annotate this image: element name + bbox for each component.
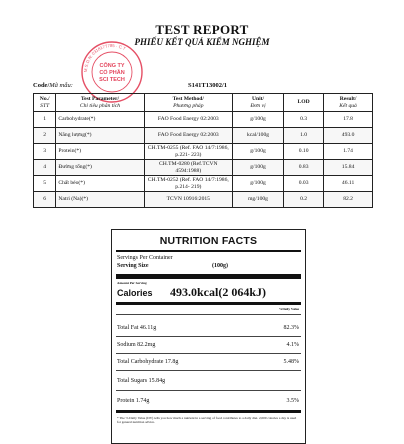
cell-parameter: Đường tổng(*) — [56, 160, 144, 176]
nutrient-protein: Protein 1.74g — [117, 398, 150, 404]
sample-code-label: Code/Mã mẫu: — [33, 82, 73, 89]
cell-method: FAO Food Energy 02:2003 — [144, 128, 232, 144]
cell-method: CH.TM-0255 (Ref. FAO 14/7:1986, p.221- 223) — [144, 144, 232, 160]
divider — [116, 274, 301, 279]
cell-no: 5 — [34, 176, 56, 192]
cell-unit: g/100g — [233, 176, 284, 192]
cell-lod: 0.3 — [284, 112, 324, 128]
dv-sodium: 4.1% — [286, 342, 299, 348]
cell-parameter: Chất béo(*) — [56, 176, 144, 192]
table-row — [34, 192, 373, 208]
dv-total-carbohydrate: 5.48% — [283, 359, 299, 365]
header-unit: Unit/ Đơn vị — [233, 94, 284, 112]
header-result: Result/ Kết quả — [324, 94, 373, 112]
cell-lod: 0.83 — [284, 160, 324, 176]
table-row — [34, 176, 373, 192]
table-row — [34, 128, 373, 144]
cell-no: 2 — [34, 128, 56, 144]
divider — [116, 250, 301, 252]
cell-parameter: Protein(*) — [56, 144, 144, 160]
amount-per-serving: Amount Per Serving — [117, 281, 147, 285]
cell-result: 493.0 — [324, 128, 373, 144]
cell-unit: mg/100g — [233, 192, 284, 208]
nutrient-total-carbohydrate: Total Carbohydrate 17.8g — [117, 359, 179, 365]
cell-lod: 0.2 — [284, 192, 324, 208]
sample-code-value: S141T13002/1 — [188, 82, 228, 89]
nutrient-total-fat: Total Fat 46.11g — [117, 325, 157, 331]
svg-text:M.S.D.N: 0318177785 · C.T: M.S.D.N: 0318177785 · C.T — [82, 42, 127, 73]
cell-unit: kcal/100g — [233, 128, 284, 144]
cell-unit: g/100g — [233, 112, 284, 128]
nutrition-facts-panel — [111, 229, 306, 444]
cell-no: 4 — [34, 160, 56, 176]
servings-per-container: Servings Per Container — [117, 255, 173, 261]
calories-value: 493.0kcal(2 064kJ) — [170, 285, 266, 299]
cell-method: TCVN 10916:2015 — [144, 192, 232, 208]
cell-lod: 0.03 — [284, 176, 324, 192]
svg-text:CÔNG TY: CÔNG TY — [99, 63, 125, 69]
cell-unit: g/100g — [233, 160, 284, 176]
cell-parameter: Carbohydrate(*) — [56, 112, 144, 128]
header-lod: LOD — [284, 94, 324, 112]
dv-total-fat: 82.3% — [283, 325, 299, 331]
nutrient-sodium: Sodium 82.2mg — [117, 342, 156, 348]
report-subtitle: PHIẾU KẾT QUẢ KIỂM NGHIỆM — [134, 37, 270, 47]
divider — [116, 353, 301, 354]
cell-result: 15.84 — [324, 160, 373, 176]
cell-lod: 0.10 — [284, 144, 324, 160]
nutrition-facts-title: NUTRITION FACTS — [159, 235, 258, 247]
divider — [116, 302, 301, 305]
cell-parameter: Natri (Na)(*) — [56, 192, 144, 208]
cell-no: 6 — [34, 192, 56, 208]
svg-text:SCI TECH: SCI TECH — [99, 77, 125, 83]
table-row — [34, 112, 373, 128]
nutrient-total-sugars: Total Sugars 15.84g — [117, 378, 166, 384]
dv-protein: 3.5% — [286, 398, 299, 404]
header-method: Test Method/ Phương pháp — [144, 94, 232, 112]
table-row — [34, 160, 373, 176]
table-row — [34, 144, 373, 160]
cell-result: 17.8 — [324, 112, 373, 128]
cell-result: 1.74 — [324, 144, 373, 160]
header-parameter: Test Parameter/ Chỉ tiêu phân tích — [56, 94, 144, 112]
divider — [116, 410, 301, 413]
cell-no: 1 — [34, 112, 56, 128]
serving-size-label: Serving Size — [117, 263, 149, 269]
table-header-row — [34, 94, 373, 112]
cell-no: 3 — [34, 144, 56, 160]
daily-value-header: %Daily Value — [278, 307, 299, 311]
divider — [116, 390, 301, 391]
test-report-table — [33, 93, 373, 208]
serving-size-value: (100g) — [212, 263, 228, 269]
cell-unit: g/100g — [233, 144, 284, 160]
cell-method: CH.TM-0280 (Ref.TCVN 4594:1988) — [144, 160, 232, 176]
daily-value-footnote: * The % Daily Value (DV) tells you how much a nutrient in a serving of food contributes to a daily diet. 2,000 calories a day is used for general nutrition advice. — [117, 416, 297, 424]
cell-result: 82.2 — [324, 192, 373, 208]
header-no: No./ STT — [34, 94, 56, 112]
cell-parameter: Năng lượng(*) — [56, 128, 144, 144]
cell-result: 46.11 — [324, 176, 373, 192]
cell-method: FAO Food Energy 02:2003 — [144, 112, 232, 128]
calories-label: Calories — [117, 288, 153, 298]
cell-lod: 1.0 — [284, 128, 324, 144]
cell-method: CH.TM-0252 (Ref. FAO 14/7:1986, p.214- 219) — [144, 176, 232, 192]
divider — [116, 370, 301, 371]
divider — [116, 336, 301, 337]
divider — [116, 314, 301, 315]
report-title: TEST REPORT — [155, 22, 249, 37]
svg-text:CỔ PHẦN: CỔ PHẦN — [99, 70, 125, 76]
